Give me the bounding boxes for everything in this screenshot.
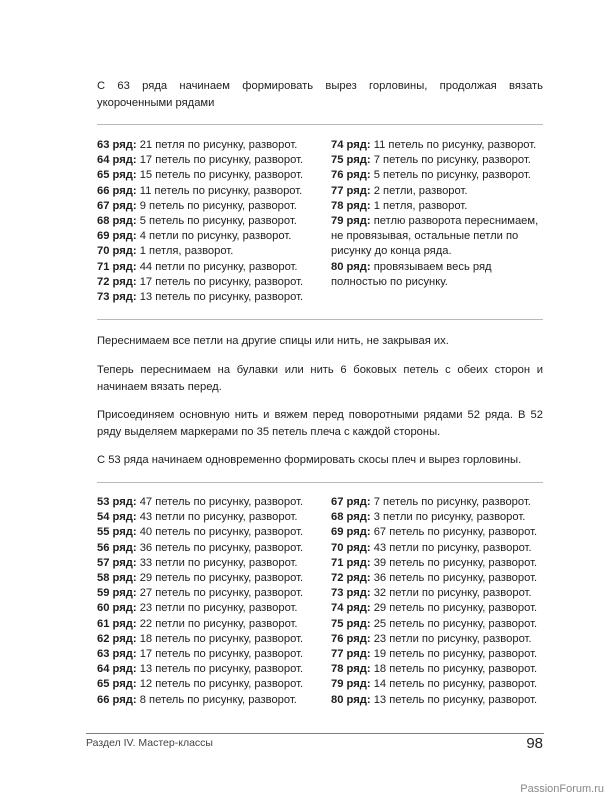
row-label: 54 ряд:: [97, 511, 137, 524]
row-label: 71 ряд:: [97, 260, 137, 273]
row-text: 13 петель по рисунку, разворот.: [370, 693, 538, 706]
row-text: 2 петли, разворот.: [370, 184, 468, 197]
row-instruction: [331, 510, 543, 525]
row-instruction: [331, 586, 543, 601]
row-instruction: [97, 571, 322, 586]
row-text: 36 петель по рисунку, разворот.: [136, 541, 304, 554]
row-label: 66 ряд:: [97, 184, 137, 197]
row-label: 67 ряд:: [331, 496, 371, 508]
row-text: 7 петель по рисунку, разворот.: [370, 496, 531, 508]
row-text: 25 петель по рисунку, разворот.: [370, 617, 538, 630]
row-label: 74 ряд:: [331, 602, 371, 615]
row-label: 78 ряд:: [331, 199, 371, 212]
row-instruction: [331, 556, 543, 571]
row-text: 1 петля, разворот.: [370, 199, 468, 212]
row-instruction: [331, 138, 543, 153]
row-text: 18 петель по рисунку, разворот.: [370, 663, 538, 676]
row-label: 62 ряд:: [97, 632, 137, 645]
row-text: 14 петель по рисунку, разворот.: [370, 678, 538, 691]
row-text: 13 петель по рисунку, разворот.: [136, 291, 304, 304]
paragraph-shoulder-slope: С 53 ряда начинаем одновременно формировать скосы плеч и вырез горловины.: [97, 454, 522, 466]
row-text: 43 петли по рисунку, разворот.: [136, 511, 298, 524]
row-label: 56 ряд:: [97, 541, 137, 554]
row-label: 80 ряд:: [331, 693, 371, 706]
row-label: 78 ряд:: [331, 663, 371, 676]
row-text: 36 петель по рисунку, разворот.: [370, 572, 538, 585]
row-instruction: [97, 153, 322, 168]
rows-table-2-left: [97, 495, 322, 708]
row-instruction: [97, 199, 322, 214]
row-label: 66 ряд:: [97, 693, 137, 706]
row-instruction: [331, 168, 543, 183]
row-text: 33 петли по рисунку, разворот.: [136, 556, 298, 569]
row-instruction: [97, 290, 322, 305]
row-label: 80 ряд:: [331, 260, 371, 273]
row-instruction: [97, 556, 322, 571]
row-text: 23 петли по рисунку, разворот.: [136, 602, 298, 615]
paragraph-join-thread: Присоединяем основную нить и вяжем перед поворотными рядами 52 ряда. В 52 ряду выделяем маркерами по 35 петель плеча с каждой стороны.: [97, 409, 543, 438]
row-label: 60 ряд:: [97, 602, 137, 615]
row-text: 23 петли по рисунку, разворот.: [370, 632, 532, 645]
watermark: PassionForum.ru: [520, 783, 604, 795]
row-text: 12 петель по рисунку, разворот.: [136, 678, 304, 691]
row-instruction: [97, 214, 322, 229]
divider: [97, 482, 543, 483]
row-instruction: [331, 525, 543, 540]
row-label: 74 ряд:: [331, 139, 371, 151]
row-instruction: [97, 601, 322, 616]
row-label: 67 ряд:: [97, 199, 137, 212]
row-instruction: [97, 525, 322, 540]
row-label: 73 ряд:: [97, 291, 137, 304]
row-instruction: [331, 541, 543, 556]
row-text: 18 петель по рисунку, разворот.: [136, 632, 304, 645]
row-text: 44 петли по рисунку, разворот.: [136, 260, 298, 273]
row-label: 55 ряд:: [97, 526, 137, 539]
row-label: 69 ряд:: [331, 526, 371, 539]
row-instruction: [331, 647, 543, 662]
row-text: 17 петель по рисунку, разворот.: [136, 154, 304, 167]
row-text: 13 петель по рисунку, разворот.: [136, 663, 304, 676]
row-text: 32 петли по рисунку, разворот.: [370, 587, 532, 600]
row-instruction: [331, 153, 543, 168]
row-instruction: [97, 168, 322, 183]
row-instruction: [97, 617, 322, 632]
row-instruction: [97, 260, 322, 275]
row-label: 68 ряд:: [331, 511, 371, 524]
row-instruction: [331, 617, 543, 632]
row-instruction: [97, 693, 322, 708]
row-instruction: [331, 632, 543, 647]
row-instruction: [331, 260, 543, 290]
paragraph-front-start: Теперь переснимаем на булавки или нить 6 боковых петель с обеих сторон и начинаем вязать перед.: [97, 364, 543, 393]
row-label: 63 ряд:: [97, 648, 137, 661]
row-text: 17 петель по рисунку, разворот.: [136, 648, 304, 661]
row-text: 47 петель по рисунку, разворот.: [136, 496, 304, 508]
row-instruction: [97, 647, 322, 662]
row-text: 43 петли по рисунку, разворот.: [370, 541, 532, 554]
row-instruction: [97, 229, 322, 244]
row-label: 64 ряд:: [97, 663, 137, 676]
row-instruction: [97, 662, 322, 677]
row-instruction: [331, 601, 543, 616]
row-instruction: [331, 571, 543, 586]
row-text: 9 петель по рисунку, разворот.: [136, 199, 297, 212]
row-text: 67 петель по рисунку, разворот.: [370, 526, 538, 539]
row-instruction: [331, 214, 543, 260]
divider: [97, 124, 543, 125]
row-text: 15 петель по рисунку, разворот.: [136, 169, 304, 182]
row-label: 75 ряд:: [331, 154, 371, 167]
row-instruction: [97, 138, 322, 153]
row-instruction: [97, 677, 322, 692]
row-text: 39 петель по рисунку, разворот.: [370, 556, 538, 569]
row-instruction: [97, 184, 322, 199]
row-label: 61 ряд:: [97, 617, 137, 630]
row-label: 69 ряд:: [97, 230, 137, 243]
row-text: 19 петель по рисунку, разворот.: [370, 648, 538, 661]
row-label: 59 ряд:: [97, 587, 137, 600]
row-instruction: [97, 244, 322, 259]
row-text: 11 петель по рисунку, разворот.: [370, 139, 537, 151]
row-label: 65 ряд:: [97, 169, 137, 182]
row-label: 58 ряд:: [97, 572, 137, 585]
row-label: 68 ряд:: [97, 215, 137, 228]
row-text: 40 петель по рисунку, разворот.: [136, 526, 304, 539]
row-label: 53 ряд:: [97, 496, 137, 508]
row-instruction: [97, 275, 322, 290]
row-label: 70 ряд:: [331, 541, 371, 554]
row-label: 79 ряд:: [331, 215, 371, 228]
row-instruction: [331, 199, 543, 214]
row-text: 17 петель по рисунку, разворот.: [136, 275, 304, 288]
row-instruction: [331, 184, 543, 199]
row-instruction: [97, 586, 322, 601]
intro-paragraph: С 63 ряда начинаем формировать вырез горловины, продолжая вязать укороченными рядами: [97, 80, 543, 109]
row-instruction: [97, 510, 322, 525]
row-label: 65 ряд:: [97, 678, 137, 691]
divider: [97, 319, 543, 320]
row-label: 76 ряд:: [331, 632, 371, 645]
page-number: 98: [526, 735, 543, 752]
row-label: 75 ряд:: [331, 617, 371, 630]
row-label: 64 ряд:: [97, 154, 137, 167]
row-instruction: [97, 632, 322, 647]
row-text: 4 петли по рисунку, разворот.: [136, 230, 292, 243]
row-text: петлю разворота переснимаем, не провязывая, остальные петли по рисунку до конца ряда.: [331, 215, 539, 258]
row-text: 3 петли по рисунку, разворот.: [370, 511, 526, 524]
row-label: 63 ряд:: [97, 139, 137, 151]
row-text: провязываем весь ряд полностью по рисунку.: [331, 260, 492, 288]
row-text: 5 петель по рисунку, разворот.: [136, 215, 297, 228]
rows-table-2-right: [331, 495, 543, 708]
rows-table-1-left: [97, 138, 322, 305]
row-label: 76 ряд:: [331, 169, 371, 182]
row-label: 70 ряд:: [97, 245, 137, 258]
row-label: 72 ряд:: [331, 572, 371, 585]
row-label: 77 ряд:: [331, 648, 371, 661]
row-text: 7 петель по рисунку, разворот.: [370, 154, 531, 167]
row-label: 57 ряд:: [97, 556, 137, 569]
row-text: 29 петель по рисунку, разворот.: [370, 602, 538, 615]
paragraph-reslip: Переснимаем все петли на другие спицы или нить, не закрывая их.: [97, 335, 449, 347]
row-text: 11 петель по рисунку, разворот.: [136, 184, 303, 197]
row-text: 21 петля по рисунку, разворот.: [136, 139, 298, 151]
row-label: 77 ряд:: [331, 184, 371, 197]
row-text: 1 петля, разворот.: [136, 245, 234, 258]
row-label: 72 ряд:: [97, 275, 137, 288]
row-instruction: [97, 541, 322, 556]
rows-table-1-right: [331, 138, 543, 290]
row-instruction: [331, 662, 543, 677]
row-text: 8 петель по рисунку, разворот.: [136, 693, 297, 706]
row-instruction: [97, 495, 322, 510]
footer-divider: [86, 733, 544, 734]
footer-section: Раздел IV. Мастер-классы: [86, 737, 213, 749]
row-instruction: [331, 677, 543, 692]
row-text: 5 петель по рисунку, разворот.: [370, 169, 531, 182]
row-label: 79 ряд:: [331, 678, 371, 691]
row-label: 73 ряд:: [331, 587, 371, 600]
row-text: 22 петли по рисунку, разворот.: [136, 617, 298, 630]
row-instruction: [331, 495, 543, 510]
row-label: 71 ряд:: [331, 556, 371, 569]
row-text: 27 петель по рисунку, разворот.: [136, 587, 304, 600]
row-text: 29 петель по рисунку, разворот.: [136, 572, 304, 585]
row-instruction: [331, 693, 543, 708]
